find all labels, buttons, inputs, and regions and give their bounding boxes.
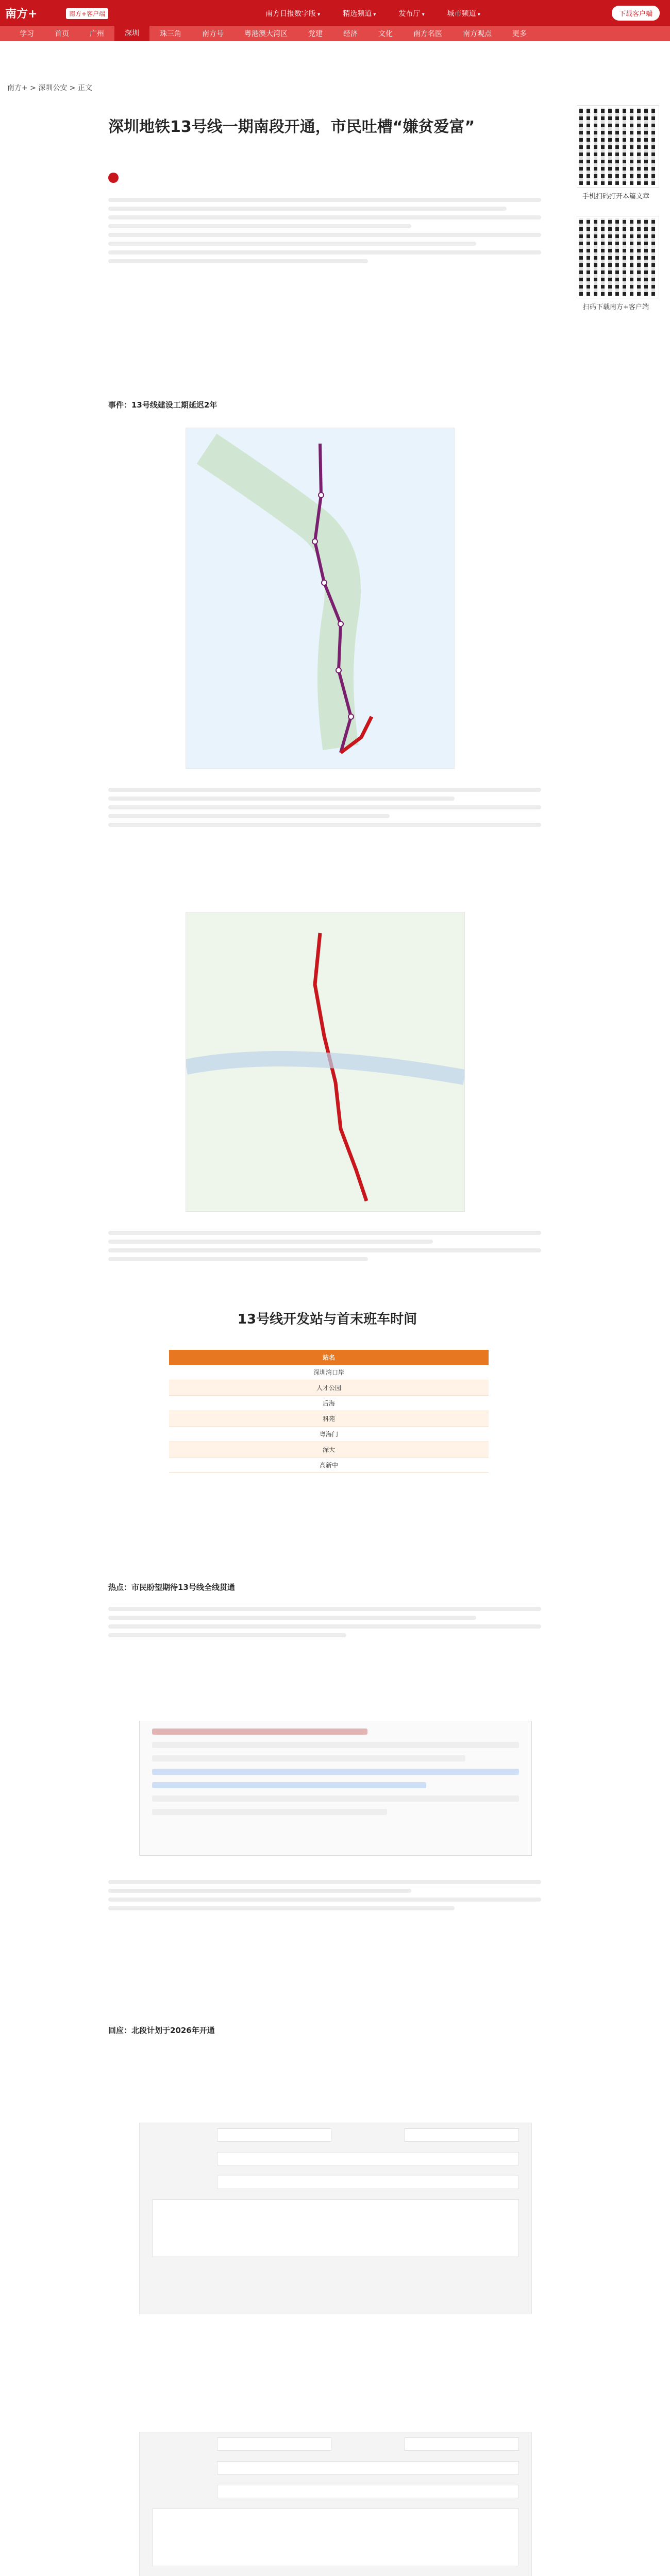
article-qr-code xyxy=(577,106,659,187)
station-name: 高新中 xyxy=(169,1458,489,1473)
nav-item[interactable]: 南方名医 xyxy=(413,30,442,38)
nav-item[interactable]: 文化 xyxy=(378,30,393,38)
station-name: 人才公园 xyxy=(169,1380,489,1396)
timetable-row xyxy=(169,1411,489,1427)
nav-item[interactable]: 首页 xyxy=(55,30,69,38)
menu-newspaper[interactable]: 南方日报数字版 ▾ xyxy=(265,8,320,19)
timetable-row xyxy=(169,1365,489,1380)
timetable-row xyxy=(169,1396,489,1411)
article-intro xyxy=(108,193,541,268)
station-name: 深圳湾口岸 xyxy=(169,1365,489,1380)
download-client-button[interactable]: 下载客户端 xyxy=(612,6,660,21)
qa-field xyxy=(405,2128,519,2142)
nav-item[interactable]: 党建 xyxy=(308,30,323,38)
menu-city[interactable]: 城市频道 ▾ xyxy=(447,8,480,19)
menu-channels[interactable]: 精选频道 ▾ xyxy=(343,8,376,19)
timetable-header: 站名 xyxy=(169,1350,489,1365)
nav-item[interactable]: 广州 xyxy=(90,30,104,38)
top-menu xyxy=(265,8,480,19)
timetable-row xyxy=(169,1442,489,1458)
timetable-row xyxy=(169,1427,489,1442)
station-name: 科苑 xyxy=(169,1411,489,1427)
timetable-row xyxy=(169,1458,489,1473)
metro-line-map xyxy=(186,428,455,769)
section-heading: 热点：市民盼望期待13号线全线贯通 xyxy=(108,1583,235,1592)
station-name: 深大 xyxy=(169,1442,489,1458)
site-logo[interactable]: 南方+ xyxy=(5,7,38,21)
metro-line-map-2 xyxy=(186,912,465,1212)
nav-item[interactable]: 南方号 xyxy=(202,30,224,38)
qa-form xyxy=(139,2123,532,2314)
article-title: 深圳地铁13号线一期南段开通，市民吐槽“嫌贫爱富” xyxy=(108,118,475,137)
breadcrumb[interactable]: 南方+ > 深圳公安 > 正文 xyxy=(7,84,92,92)
qa-field xyxy=(217,2128,331,2142)
client-tag[interactable]: 南方+客户端 xyxy=(66,8,108,19)
timetable-title: 13号线开发站与首末班车时间 xyxy=(237,1312,417,1327)
article-body xyxy=(108,1602,541,1642)
nav-item-active[interactable]: 深圳 xyxy=(114,26,149,41)
qa-form-2 xyxy=(139,2432,532,2576)
nav-item[interactable]: 经济 xyxy=(343,30,358,38)
menu-press[interactable]: 发布厅 ▾ xyxy=(398,8,424,19)
qa-answer-box xyxy=(152,2199,519,2257)
metro-map-svg xyxy=(186,428,454,768)
section-heading: 回应：北段计划于2026年开通 xyxy=(108,2026,215,2035)
qa-field xyxy=(217,2152,519,2165)
app-qr-label: 扫码下载南方+客户端 xyxy=(583,303,649,311)
app-qr-code xyxy=(577,216,659,298)
main-nav xyxy=(0,26,670,41)
nav-item[interactable]: 南方观点 xyxy=(463,30,492,38)
section-heading: 事件：13号线建设工期延迟2年 xyxy=(108,400,217,410)
article-body xyxy=(108,1226,541,1266)
timetable xyxy=(169,1350,489,1473)
byline xyxy=(108,173,119,183)
station-name: 粤海门 xyxy=(169,1427,489,1442)
article-qr-label: 手机扫码打开本篇文章 xyxy=(582,193,649,200)
nav-item[interactable]: 学习 xyxy=(20,30,34,38)
station-name: 后海 xyxy=(169,1396,489,1411)
article-body xyxy=(108,1875,541,1915)
qa-field xyxy=(217,2176,519,2189)
nav-item-more[interactable]: 更多 xyxy=(512,30,527,38)
top-header xyxy=(0,0,670,26)
nav-item[interactable]: 珠三角 xyxy=(160,30,181,38)
author-avatar[interactable] xyxy=(108,173,119,183)
nav-item[interactable]: 粤港澳大湾区 xyxy=(244,30,288,38)
embedded-screenshot xyxy=(139,1721,532,1856)
timetable-row xyxy=(169,1380,489,1396)
article-body xyxy=(108,783,541,832)
